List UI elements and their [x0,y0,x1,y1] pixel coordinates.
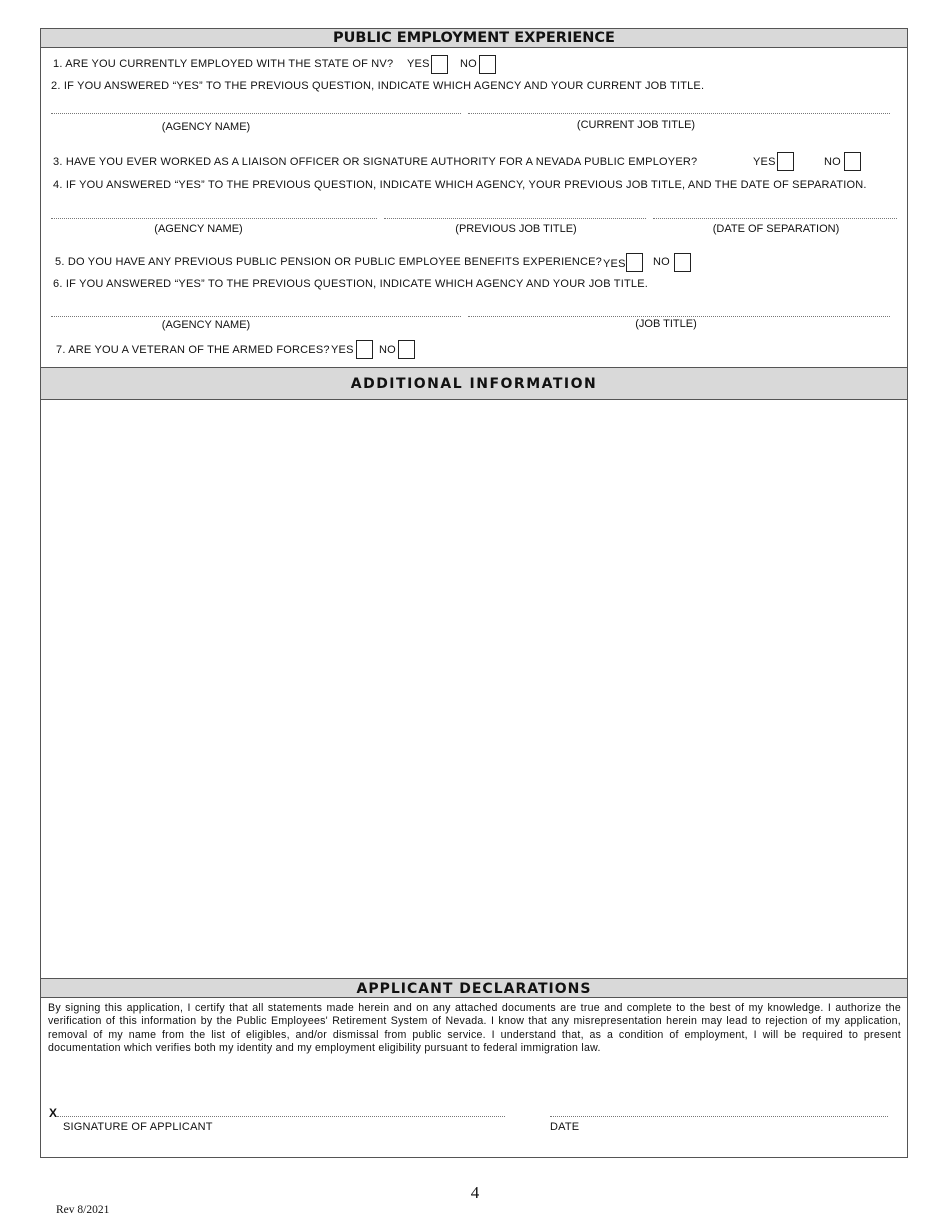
q2-agency-label: (AGENCY NAME) [161,121,251,133]
application-form [40,28,908,1158]
question-4: 4. IF YOU ANSWERED “YES” TO THE PREVIOUS QUESTION, INDICATE WHICH AGENCY, YOUR PREVIOUS JOB TITLE, AND THE DATE OF SEPARATION. [53,179,867,191]
question-3: 3. HAVE YOU EVER WORKED AS A LIAISON OFFICER OR SIGNATURE AUTHORITY FOR A NEVADA PUBLIC EMPLOYER? [53,156,698,168]
q1-yes-checkbox[interactable] [431,55,448,74]
revision-label: Rev 8/2021 [56,1204,110,1216]
q5-no-label: NO [653,256,670,268]
question-1: 1. ARE YOU CURRENTLY EMPLOYED WITH THE STATE OF NV? [53,58,394,70]
q7-no-checkbox[interactable] [398,340,415,359]
additional-information-area[interactable] [41,401,907,977]
q3-yes-checkbox[interactable] [777,152,794,171]
q7-no-label: NO [379,344,396,356]
q3-no-checkbox[interactable] [844,152,861,171]
declaration-text: By signing this application, I certify that all statements made herein and on any attached documents are true and complete to the best of my knowledge. I authorize the verification of this information by the Public Employees' Retirement System of Nevada. I know that any misrepresentation herein may lead to rejection of my application, removal of my name from the list of eligibles, and/or dismissal from public service. I understand that, as a condition of employment, I will be required to present documentation which verifies both my identity and my employment eligibility pursuant to federal immigration law. [48,1002,901,1054]
section-header-applicant-declarations: APPLICANT DECLARATIONS [41,978,907,998]
q1-no-checkbox[interactable] [479,55,496,74]
question-7: 7. ARE YOU A VETERAN OF THE ARMED FORCES? [56,344,330,356]
q1-no-label: NO [460,58,477,70]
q7-yes-checkbox[interactable] [356,340,373,359]
q6-agency-line[interactable] [51,316,461,317]
question-2: 2. IF YOU ANSWERED “YES” TO THE PREVIOUS QUESTION, INDICATE WHICH AGENCY AND YOUR CURRENT JOB TITLE. [51,80,705,92]
q5-no-checkbox[interactable] [674,253,691,272]
q4-agency-label: (AGENCY NAME) [154,223,243,235]
page-number: 4 [470,1183,480,1202]
question-5: 5. DO YOU HAVE ANY PREVIOUS PUBLIC PENSION OR PUBLIC EMPLOYEE BENEFITS EXPERIENCE? [55,256,602,268]
q2-job-title-label: (CURRENT JOB TITLE) [576,119,696,131]
signature-x-mark: X [49,1106,58,1120]
q4-prev-job-title-label: (PREVIOUS JOB TITLE) [455,223,577,235]
q4-prev-job-title-line[interactable] [384,218,646,219]
q2-job-title-line[interactable] [468,113,890,114]
q1-yes-label: YES [407,58,430,70]
section-header-additional-information: ADDITIONAL INFORMATION [41,367,907,400]
q5-yes-label: YES [603,258,626,270]
q7-yes-label: YES [331,344,354,356]
q4-date-label: (DATE OF SEPARATION) [712,223,840,235]
date-line[interactable] [550,1116,888,1117]
q6-agency-label: (AGENCY NAME) [161,319,251,331]
q2-agency-line[interactable] [51,113,461,114]
q6-job-title-label: (JOB TITLE) [635,318,697,330]
q4-date-line[interactable] [653,218,897,219]
signature-line[interactable] [57,1116,505,1117]
signature-label: SIGNATURE OF APPLICANT [63,1121,213,1133]
q3-yes-label: YES [753,156,776,168]
q5-yes-checkbox[interactable] [626,253,643,272]
section-header-public-employment: PUBLIC EMPLOYMENT EXPERIENCE [41,29,907,48]
q3-no-label: NO [824,156,841,168]
question-6: 6. IF YOU ANSWERED “YES” TO THE PREVIOUS QUESTION, INDICATE WHICH AGENCY AND YOUR JOB TITLE. [53,278,648,290]
q4-agency-line[interactable] [51,218,377,219]
date-label: DATE [550,1121,580,1133]
q6-job-title-line[interactable] [468,316,890,317]
